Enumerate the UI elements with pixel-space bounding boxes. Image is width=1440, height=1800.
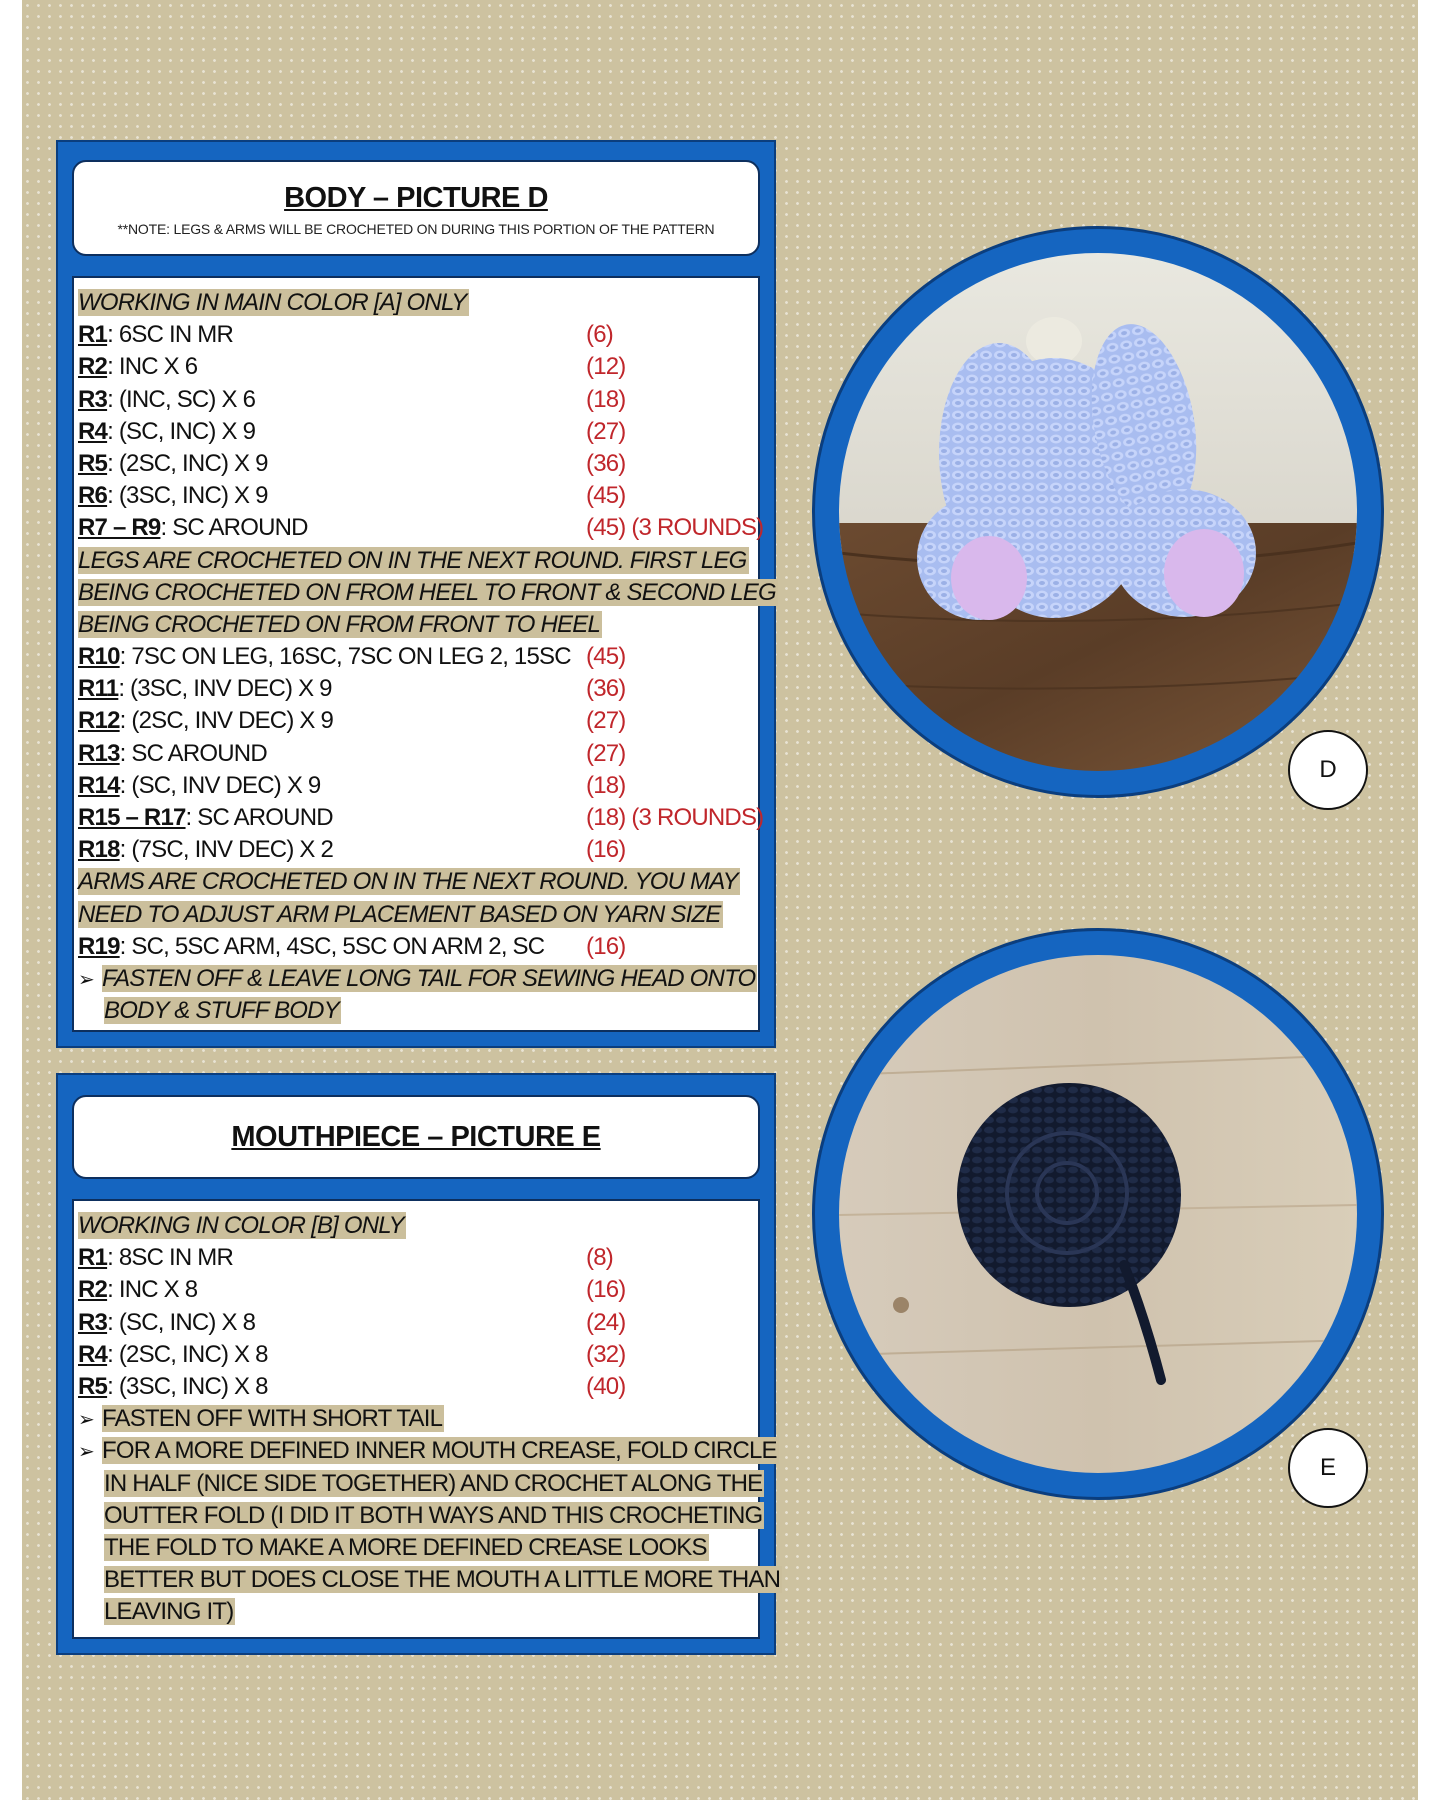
row-label: R4 (78, 417, 108, 445)
row-label: R2 (78, 1276, 108, 1304)
body-row (78, 673, 758, 705)
finish-line: FASTEN OFF & LEAVE LONG TAIL FOR SEWING HEAD ONTO (102, 964, 756, 992)
arrow-bullet-icon: ➢ (78, 968, 94, 991)
row-text: : SC, 5SC ARM, 4SC, 5SC ON ARM 2, SC (119, 932, 545, 960)
arrow-bullet-icon: ➢ (78, 1409, 94, 1432)
row-count: (16) (586, 932, 626, 960)
row-text: : (3SC, INC) X 9 (107, 482, 268, 510)
body-row (78, 384, 758, 416)
body-title-box (72, 160, 760, 256)
body-intro: WORKING IN MAIN COLOR [A] ONLY (78, 289, 467, 316)
mouth-title: MOUTHPIECE – PICTURE E (231, 1121, 601, 1153)
legs-note-line: BEING CROCHETED ON FROM HEEL TO FRONT & SECOND LEG (78, 578, 776, 606)
row-text: : (SC, INV DEC) X 9 (119, 771, 321, 799)
row-text: : SC AROUND (119, 739, 267, 767)
photo-e-frame (812, 928, 1384, 1500)
crease-line: OUTTER FOLD (I DID IT BOTH WAYS AND THIS CROCHETING (104, 1501, 763, 1529)
row-label: R14 (78, 771, 120, 799)
body-row (78, 705, 758, 737)
row-label: R1 (78, 321, 108, 349)
row-count: (6) (586, 321, 613, 349)
mouth-row (78, 1242, 758, 1274)
row-text: : 8SC IN MR (107, 1244, 233, 1272)
arrow-bullet-icon: ➢ (78, 1441, 94, 1464)
arms-note-line: NEED TO ADJUST ARM PLACEMENT BASED ON YARN SIZE (78, 900, 721, 928)
mouth-row (78, 1307, 758, 1339)
bunny-body-photo (839, 253, 1357, 771)
mouth-intro: WORKING IN COLOR [B] ONLY (78, 1212, 404, 1239)
body-note: **NOTE: LEGS & ARMS WILL BE CROCHETED ON DURING THIS PORTION OF THE PATTERN (117, 221, 715, 237)
row-text: : INC X 8 (107, 1276, 198, 1304)
mouth-row (78, 1371, 758, 1403)
row-label: R3 (78, 1308, 108, 1336)
finish-line: BODY & STUFF BODY (104, 997, 339, 1025)
photo-d-label: D (1288, 730, 1368, 810)
row-text: : (2SC, INC) X 9 (107, 449, 268, 477)
mouth-title-box (72, 1095, 760, 1179)
crease-line: BETTER BUT DOES CLOSE THE MOUTH A LITTLE MORE THAN (104, 1566, 781, 1594)
row-count: (8) (586, 1244, 613, 1272)
row-count: (16) (586, 836, 626, 864)
photo-e-label: E (1288, 1428, 1368, 1508)
mouthpiece-photo (839, 955, 1357, 1473)
body-pattern-panel (56, 140, 776, 1048)
body-row (78, 641, 758, 673)
row-label: R1 (78, 1244, 108, 1272)
photo-d-frame (812, 226, 1384, 798)
row-count: (36) (586, 449, 626, 477)
row-count: (18) (3 ROUNDS) (586, 804, 764, 831)
row-label: R18 (78, 836, 120, 864)
row-text: : (SC, INC) X 8 (107, 1308, 256, 1336)
row-count: (45) (586, 643, 626, 671)
row-label: R12 (78, 707, 120, 735)
row-label: R7 – R9 (78, 514, 161, 542)
body-row (78, 834, 758, 866)
fasten-off-line: FASTEN OFF WITH SHORT TAIL (102, 1405, 443, 1433)
row-text: : (SC, INC) X 9 (107, 417, 256, 445)
row-label: R3 (78, 385, 108, 413)
mouth-row (78, 1339, 758, 1371)
crease-line: IN HALF (NICE SIDE TOGETHER) AND CROCHET ALONG THE (104, 1469, 763, 1497)
row-label: R13 (78, 739, 120, 767)
legs-note-line: LEGS ARE CROCHETED ON IN THE NEXT ROUND. FIRST LEG (78, 546, 747, 574)
mouth-instructions (72, 1199, 781, 1639)
row-text: : (2SC, INC) X 8 (107, 1340, 268, 1368)
row-text: : INC X 6 (107, 353, 198, 381)
legs-note-line: BEING CROCHETED ON FROM FRONT TO HEEL (78, 610, 600, 638)
row-text: : (7SC, INV DEC) X 2 (119, 836, 334, 864)
row-text: : (3SC, INV DEC) X 9 (118, 675, 332, 703)
row-label: R5 (78, 1372, 108, 1400)
row-text: : (INC, SC) X 6 (107, 385, 256, 413)
body-row (78, 931, 758, 963)
row-text: : SC AROUND (185, 804, 333, 831)
row-label: R19 (78, 932, 120, 960)
row-text: : (3SC, INC) X 8 (107, 1372, 268, 1400)
row-count: (27) (586, 417, 626, 445)
body-row (78, 448, 758, 480)
body-row (78, 770, 758, 802)
row-label: R10 (78, 643, 120, 671)
body-row (78, 319, 758, 351)
body-row (78, 416, 758, 448)
row-label: R11 (78, 675, 119, 703)
row-count: (18) (586, 385, 626, 413)
body-row (78, 351, 758, 383)
row-text: : 7SC ON LEG, 16SC, 7SC ON LEG 2, 15SC (119, 643, 571, 671)
row-text: : 6SC IN MR (107, 321, 233, 349)
crease-line: FOR A MORE DEFINED INNER MOUTH CREASE, FOLD CIRCLE (102, 1437, 777, 1465)
row-count: (40) (586, 1372, 626, 1400)
arms-note-line: ARMS ARE CROCHETED ON IN THE NEXT ROUND. YOU MAY (78, 868, 738, 896)
body-title: BODY – PICTURE D (284, 182, 548, 214)
row-count: (12) (586, 353, 626, 381)
row-text: : (2SC, INV DEC) X 9 (119, 707, 334, 735)
row-label: R2 (78, 353, 108, 381)
row-label: R6 (78, 482, 108, 510)
row-count: (24) (586, 1308, 626, 1336)
body-row (78, 738, 758, 770)
body-row (78, 802, 764, 834)
row-count: (27) (586, 707, 626, 735)
row-label: R15 – R17 (78, 804, 186, 831)
row-count: (18) (586, 771, 626, 799)
body-row (78, 512, 764, 544)
row-count: (27) (586, 739, 626, 767)
mouthpiece-pattern-panel (56, 1073, 781, 1655)
row-label: R5 (78, 449, 108, 477)
row-count: (32) (586, 1340, 626, 1368)
row-label: R4 (78, 1340, 108, 1368)
body-row (78, 480, 758, 512)
row-text: : SC AROUND (160, 514, 308, 542)
crease-line: THE FOLD TO MAKE A MORE DEFINED CREASE LOOKS (104, 1533, 707, 1561)
mouth-row (78, 1274, 758, 1306)
row-count: (45) (586, 482, 626, 510)
body-instructions (72, 276, 776, 1032)
row-count: (45) (3 ROUNDS) (586, 514, 764, 542)
row-count: (16) (586, 1276, 626, 1304)
row-count: (36) (586, 675, 626, 703)
crease-line: LEAVING IT) (104, 1598, 234, 1626)
